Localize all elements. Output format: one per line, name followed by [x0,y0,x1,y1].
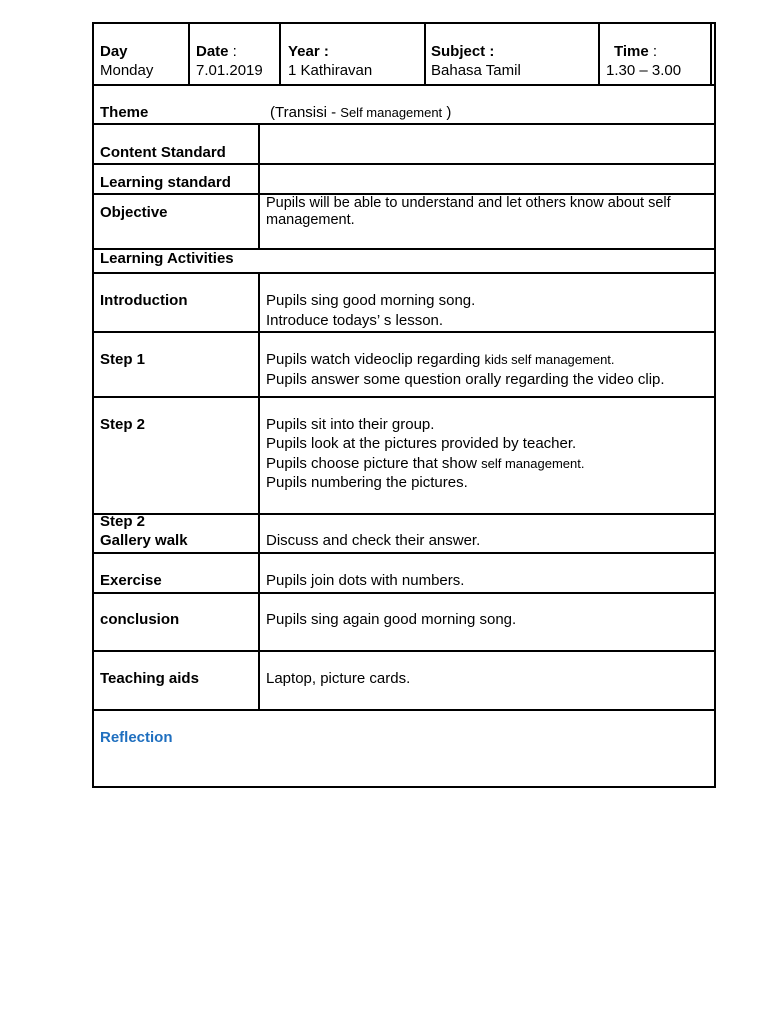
step1-line-1 [266,350,615,369]
step2-line-2: Pupils look at the pictures provided by teacher. [266,435,577,452]
introduction-line-2: Introduce todays’ s lesson. [266,312,444,329]
theme-prefix: (Transisi - [270,104,341,121]
step2-line-3-small: self management. [481,456,585,471]
exercise-label: Exercise [100,572,162,589]
step2-line-3 [266,454,584,473]
teaching-aids-text: Laptop, picture cards. [266,670,411,687]
year-value: 1 Kathiravan [288,62,373,79]
time-value: 1.30 – 3.00 [606,62,682,79]
theme-topic: Self management [340,105,443,120]
row-divider [92,84,716,86]
step2-line-3-main: Pupils choose picture that show [266,455,482,472]
gallery-step-label: Step 2 [100,513,146,530]
column-divider [710,22,712,84]
exercise-text: Pupils join dots with numbers. [266,572,465,589]
day-value: Monday [100,62,154,79]
theme-suffix: ) [442,104,452,121]
objective-label: Objective [100,204,168,221]
step2-label: Step 2 [100,416,146,433]
objective-line-1: Pupils will be able to understand and let others know about self [266,195,671,211]
step1-line-2: Pupils answer some question orally regarding the video clip. [266,371,665,388]
conclusion-label: conclusion [100,611,180,628]
subject-value: Bahasa Tamil [431,62,521,79]
step1-label: Step 1 [100,351,146,368]
row-divider [92,592,714,594]
introduction-label: Introduction [100,292,188,309]
time-separator: : [648,43,658,60]
column-divider [188,22,190,84]
column-divider [258,123,260,248]
row-divider [92,331,714,333]
date-separator: : [228,43,237,60]
time-header [614,42,657,61]
learning-activities-label: Learning Activities [100,250,234,267]
conclusion-text: Pupils sing again good morning song. [266,611,517,628]
reflection-label: Reflection [100,729,173,746]
subject-label: Subject : [431,43,495,60]
date-value: 7.01.2019 [196,62,263,79]
row-divider [92,709,714,711]
gallery-walk-label: Gallery walk [100,532,188,549]
column-divider [279,22,281,84]
theme-label: Theme [100,104,149,121]
step1-line-1-small: kids self management. [484,352,615,367]
date-label: Date [196,43,229,60]
row-divider [92,123,714,125]
gallery-walk-text: Discuss and check their answer. [266,532,481,549]
row-divider [92,163,714,165]
row-divider [92,513,714,515]
day-label: Day [100,43,128,60]
row-divider [92,552,714,554]
column-divider [598,22,600,84]
content-standard-label: Content Standard [100,144,226,161]
row-divider [92,396,714,398]
column-divider [424,22,426,84]
time-label: Time [614,43,649,60]
introduction-line-1: Pupils sing good morning song. [266,292,476,309]
row-divider [92,272,714,274]
step1-line-1-main: Pupils watch videoclip regarding [266,351,485,368]
objective-line-2: management. [266,212,355,228]
step2-line-4: Pupils numbering the pictures. [266,474,468,491]
date-header [196,42,237,61]
year-label: Year : [288,43,329,60]
learning-standard-label: Learning standard [100,174,231,191]
step2-line-1: Pupils sit into their group. [266,416,435,433]
row-divider [92,650,714,652]
column-divider [258,272,260,709]
theme-value [270,103,451,122]
teaching-aids-label: Teaching aids [100,670,199,687]
